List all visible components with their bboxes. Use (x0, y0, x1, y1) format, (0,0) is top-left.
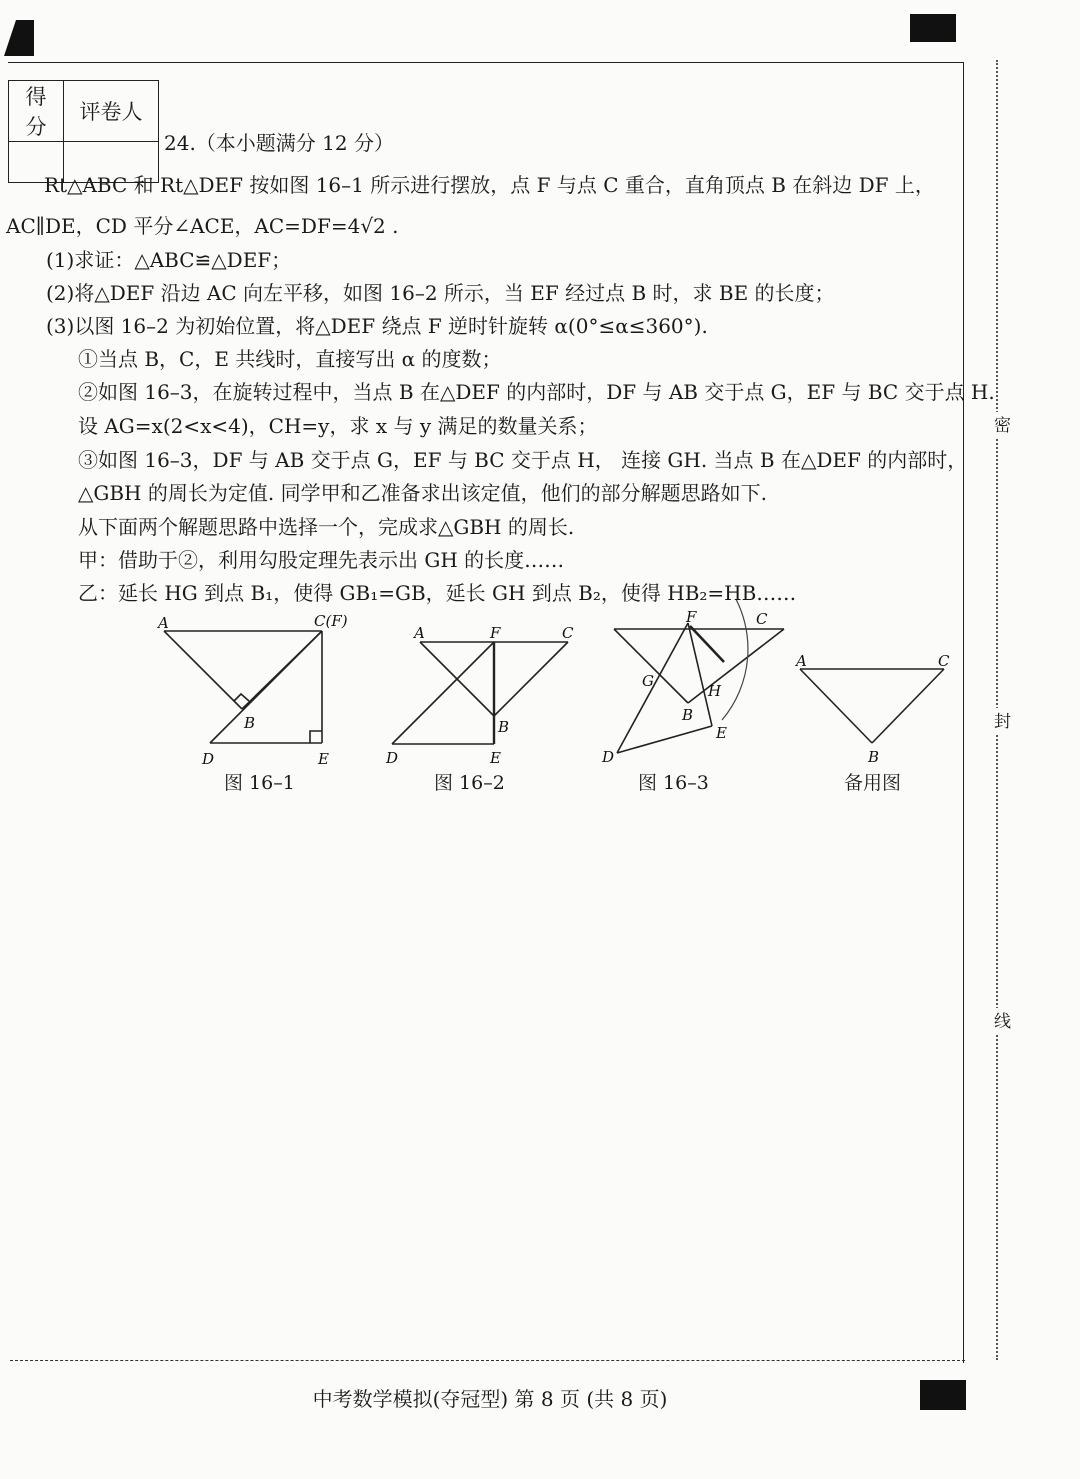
fig2-label-d: D (386, 749, 399, 767)
score-table (8, 80, 159, 183)
grader-label: 评卷人 (64, 81, 159, 142)
figure-16-1 (164, 631, 322, 743)
binding-char-xian: 线 (988, 1008, 1013, 1033)
fig3-label-c: C (756, 610, 768, 628)
binding-char-mi: 密 (988, 412, 1013, 437)
fig-caption-16-1: 图 16–1 (224, 772, 295, 794)
fig4-label-c: C (938, 652, 950, 670)
fig-caption-16-2: 图 16–2 (434, 772, 505, 794)
corner-mark-top-left (4, 20, 34, 56)
question-line: AC∥DE，CD 平分∠ACE，AC=DF=4√2 . (6, 214, 399, 238)
score-label: 得分 (9, 81, 64, 142)
fig1-label-e: E (318, 750, 329, 768)
question-line: △GBH 的周长为定值. 同学甲和乙准备求出该定值，他们的部分解题思路如下. (78, 481, 767, 505)
question-title: 24.（本小题满分 12 分） (164, 131, 394, 155)
bottom-rule (10, 1360, 965, 1361)
solution-idea-yi: 乙：延长 HG 到点 B₁，使得 GB₁=GB，延长 GH 到点 B₂，使得 HB₂=HB…… (78, 581, 797, 605)
fig1-label-b: B (244, 714, 256, 732)
solution-idea-jia: 甲：借助于②，利用勾股定理先表示出 GH 的长度…… (78, 548, 565, 572)
fig2-label-f: F (490, 624, 501, 642)
question-part-3: (3)以图 16–2 为初始位置，将△DEF 绕点 F 逆时针旋转 α(0°≤α≤360°). (46, 314, 708, 338)
fig3-label-f: F (686, 608, 697, 626)
fig1-label-cf: C(F) (314, 612, 348, 630)
fig3-label-b: B (682, 706, 694, 724)
question-line: 设 AG=x(2<x<4)，CH=y，求 x 与 y 满足的数量关系； (78, 414, 598, 438)
question-part-1: (1)求证：△ABC≌△DEF； (46, 248, 292, 272)
figure-reserve (800, 669, 944, 743)
fig-caption-16-3: 图 16–3 (638, 772, 709, 794)
fig3-label-g: G (642, 672, 654, 690)
question-sub-1: ①当点 B，C，E 共线时，直接写出 α 的度数； (78, 347, 502, 371)
question-sub-2: ②如图 16–3，在旋转过程中，当点 B 在△DEF 的内部时，DF 与 AB 交于点 G，EF 与 BC 交于点 H. (78, 380, 995, 404)
question-line: 从下面两个解题思路中选择一个，完成求△GBH 的周长. (78, 515, 575, 539)
fig4-label-b: B (868, 748, 880, 766)
figure-16-2 (392, 642, 568, 744)
binding-char-feng: 封 (988, 708, 1013, 733)
fig-caption-reserve: 备用图 (844, 772, 902, 794)
fig3-label-h: H (708, 682, 722, 700)
fig1-label-a: A (158, 614, 169, 632)
question-part-2: (2)将△DEF 沿边 AC 向左平移，如图 16–2 所示，当 EF 经过点 B 时，求 BE 的长度； (46, 281, 835, 305)
question-line: Rt△ABC 和 Rt△DEF 按如图 16–1 所示进行摆放，点 F 与点 C 重合，直角顶点 B 在斜边 DF 上， (44, 173, 935, 197)
fig2-label-c: C (562, 624, 574, 642)
page-footer: 中考数学模拟(夺冠型) 第 8 页 (共 8 页) (312, 1387, 668, 1411)
corner-mark-top-right (910, 14, 956, 42)
fig3-label-e: E (716, 724, 727, 742)
fig2-label-b: B (498, 718, 510, 736)
question-sub-3: ③如图 16–3，DF 与 AB 交于点 G，EF 与 BC 交于点 H， 连接 GH. 当点 B 在△DEF 的内部时， (78, 448, 968, 472)
fig2-label-a: A (414, 624, 425, 642)
fig3-label-d: D (602, 748, 615, 766)
fig2-label-e: E (490, 749, 501, 767)
fig1-label-d: D (202, 750, 215, 768)
fig4-label-a: A (796, 652, 807, 670)
